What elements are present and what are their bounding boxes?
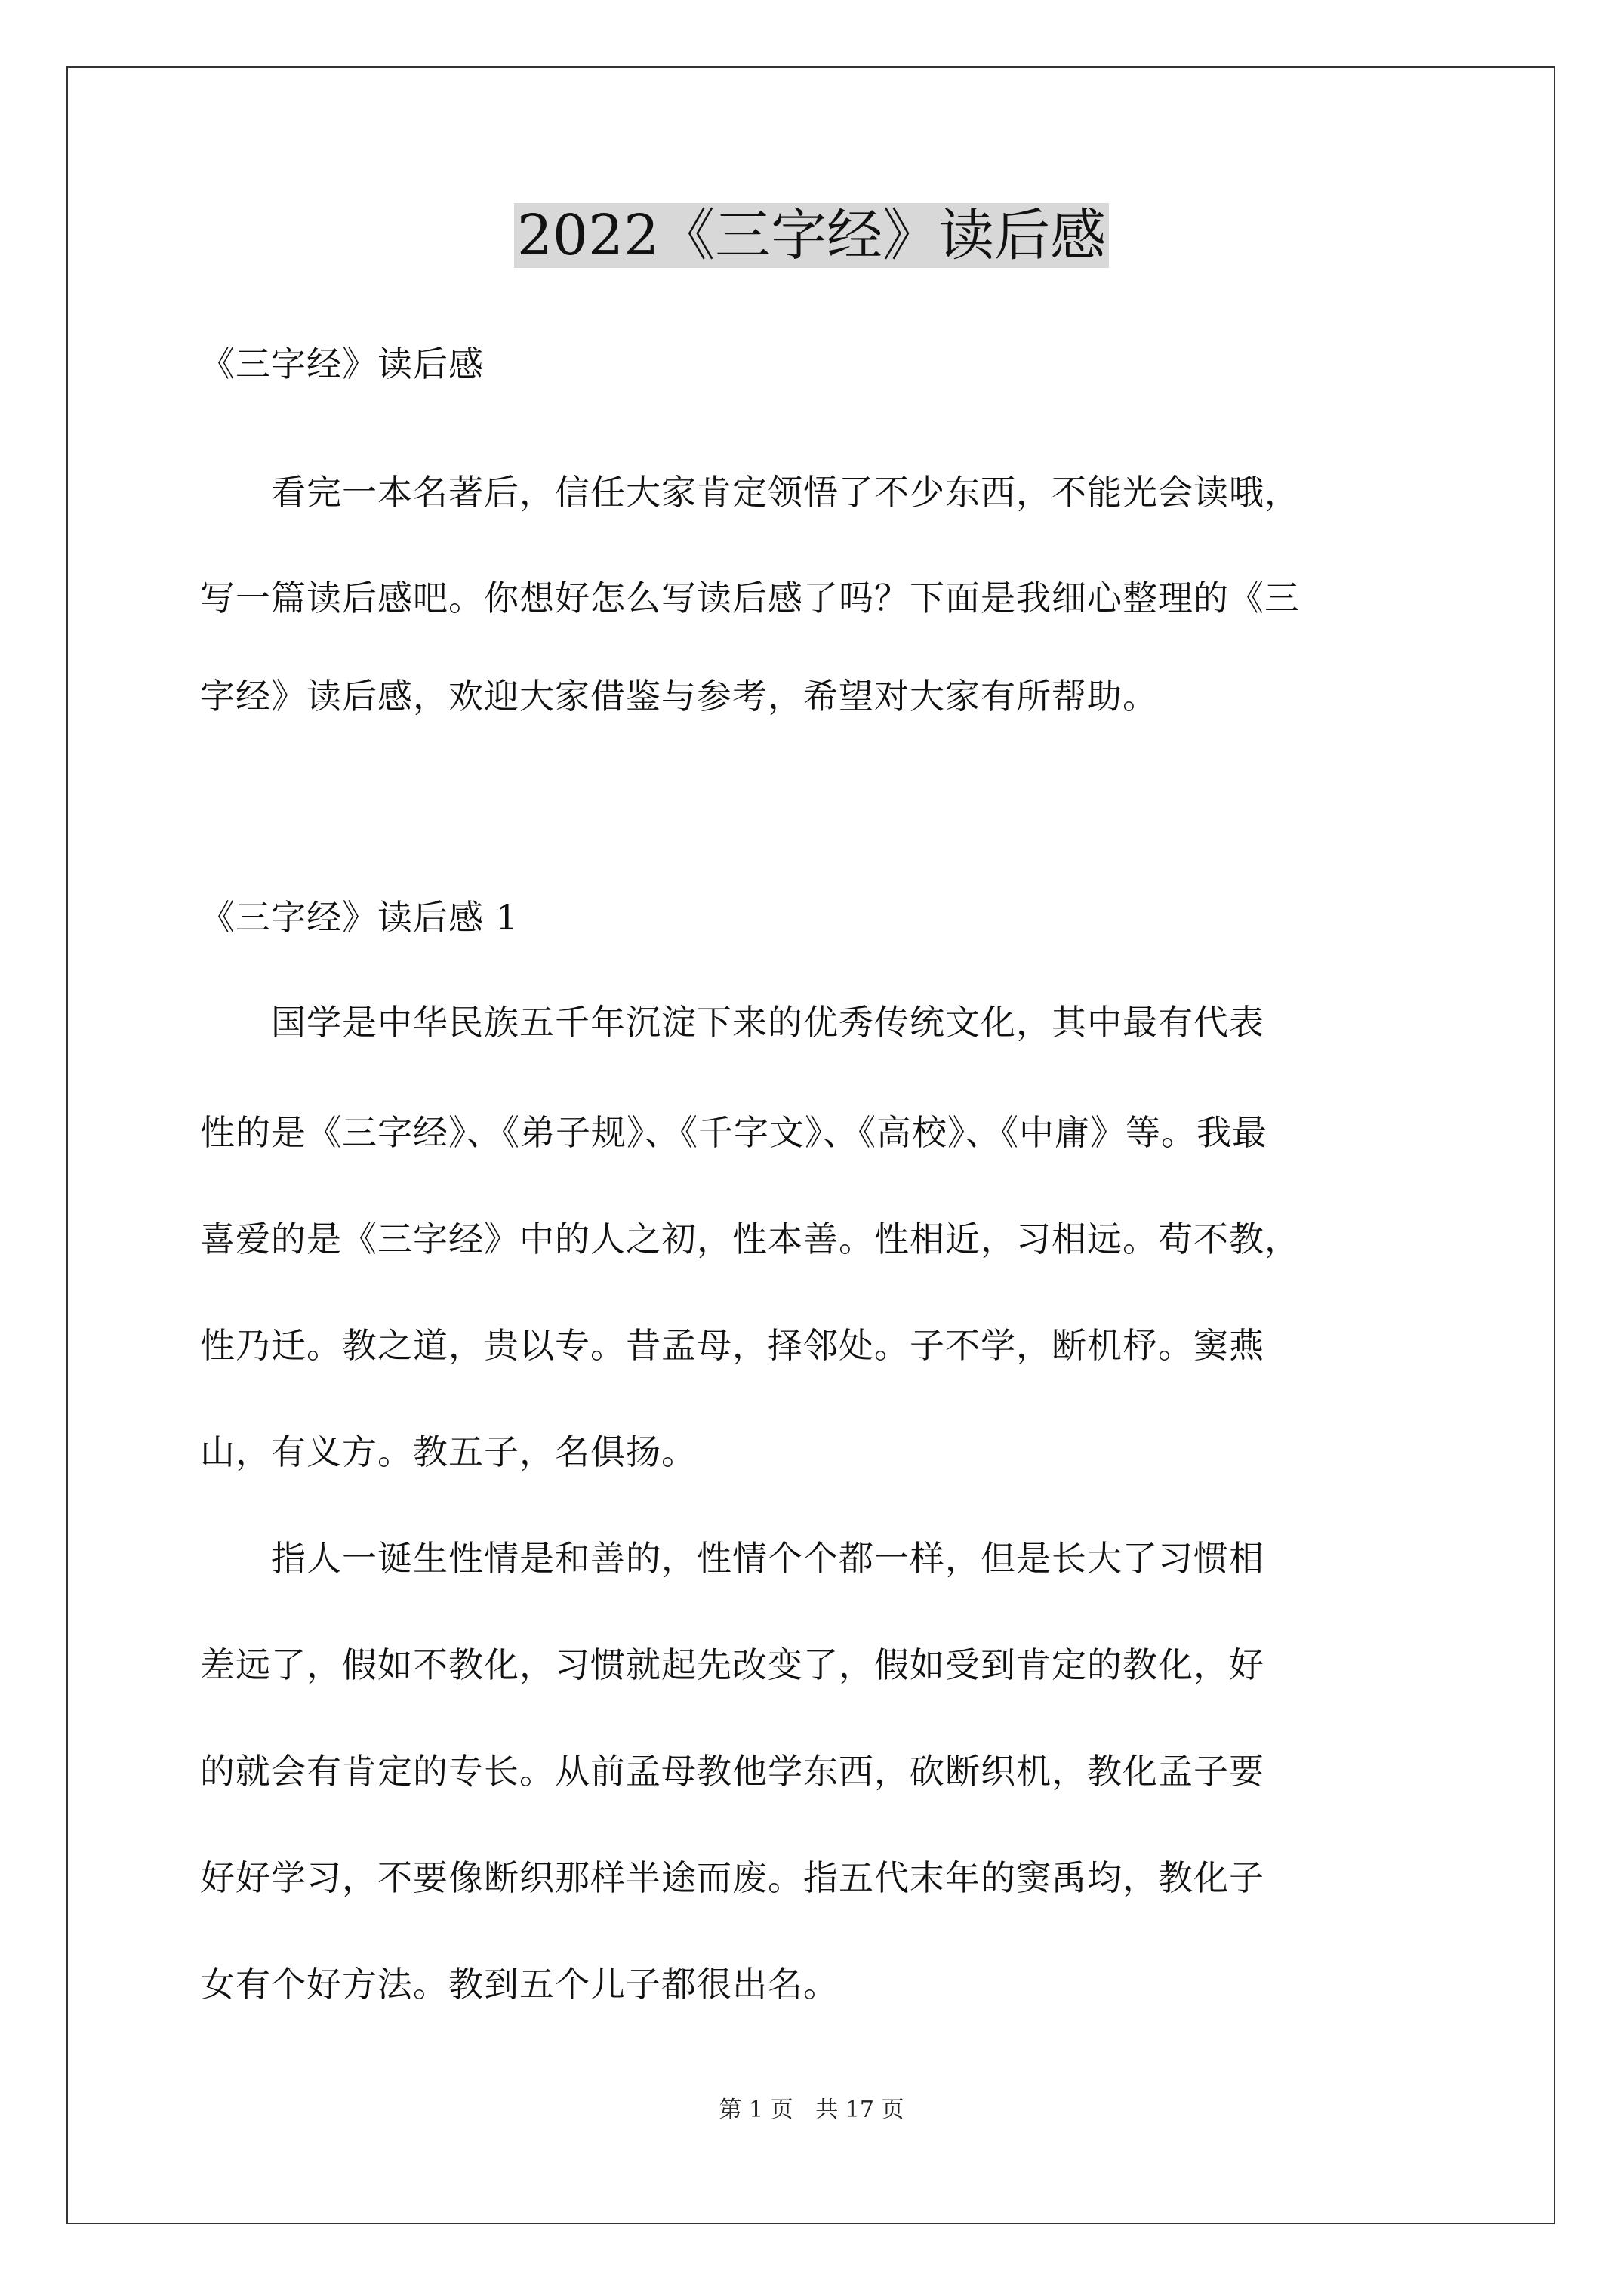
page-number: 第 1 页 [719,2097,793,2123]
paragraph-line: 性的是《三字经》、《弟子规》、《千字文》、《高校》、《中庸》等。我最 [200,1112,1267,1153]
section-heading: 《三字经》读后感 [200,344,484,384]
paragraph-line: 字经》读后感，欢迎大家借鉴与参考，希望对大家有所帮助。 [200,676,1158,717]
paragraph-line: 女有个好方法。教到五个儿子都很出名。 [200,1964,839,2005]
paragraph-line: 看完一本名著后，信任大家肯定领悟了不少东西，不能光会读哦， [200,472,1300,513]
document-title: 2022《三字经》读后感 [514,203,1109,268]
paragraph-line: 写一篇读后感吧。你想好怎么写读后感了吗？下面是我细心整理的《三 [200,578,1300,618]
page-footer [0,2095,1623,2125]
paragraph-line: 的就会有肯定的专长。从前孟母教他学东西，砍断织机，教化孟子要 [200,1751,1264,1792]
page-total: 共 17 页 [815,2097,904,2123]
paragraph-line: 差远了，假如不教化，习惯就起先改变了，假如受到肯定的教化，好 [200,1644,1264,1685]
paragraph-line: 喜爱的是《三字经》中的人之初，性本善。性相近，习相远。苟不教， [200,1219,1300,1259]
paragraph-line: 国学是中华民族五千年沉淀下来的优秀传统文化，其中最有代表 [200,1002,1264,1043]
document-title-row [0,198,1623,273]
paragraph-line: 指人一诞生性情是和善的，性情个个都一样，但是长大了习惯相 [200,1538,1264,1579]
paragraph-line: 好好学习，不要像断织那样半途而废。指五代末年的窦禹均，教化子 [200,1857,1264,1898]
paragraph-line: 山，有义方。教五子，名俱扬。 [200,1432,697,1472]
paragraph-line: 性乃迁。教之道，贵以专。昔孟母，择邻处。子不学，断机杼。窦燕 [200,1325,1264,1366]
section-heading: 《三字经》读后感 1 [200,897,519,938]
